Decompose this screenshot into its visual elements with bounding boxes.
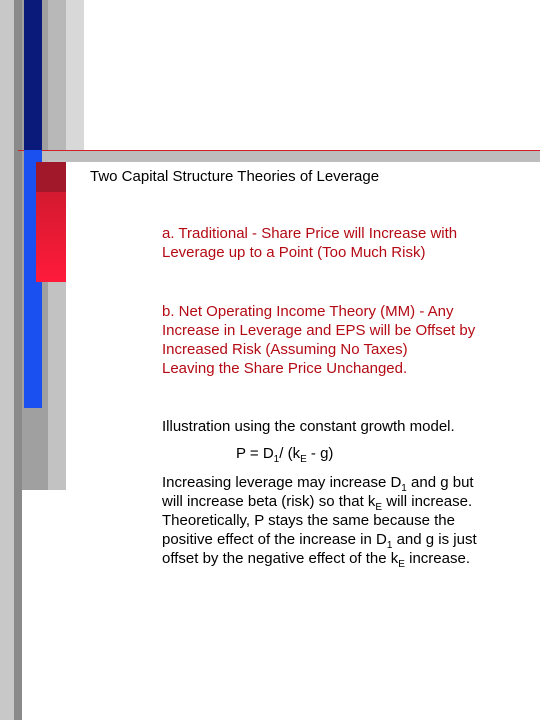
- decorative-bar: [0, 0, 14, 720]
- explanation-line-3: Theoretically, P stays the same because the: [162, 512, 455, 529]
- explanation-line-2: [162, 492, 522, 511]
- subscript: 1: [386, 540, 393, 551]
- header-divider-red: [18, 150, 540, 151]
- text-run: Increasing leverage may increase D: [162, 474, 402, 491]
- explanation-line-4: [162, 530, 522, 549]
- text-run: positive effect of the increase in D: [162, 531, 387, 548]
- text-run: offset by the negative effect of the k: [162, 550, 399, 567]
- subscript: 1: [401, 483, 407, 494]
- slide-title: Two Capital Structure Theories of Leverage: [90, 168, 380, 185]
- decorative-bar: [14, 0, 22, 720]
- text-run: and g but: [406, 474, 474, 491]
- point-a-line-1: a. Traditional - Share Price will Increase with: [162, 225, 458, 242]
- text-run: will increase.: [382, 493, 473, 510]
- header-divider: [30, 150, 540, 162]
- point-b-line-1: b. Net Operating Income Theory (MM) - Any: [162, 303, 454, 320]
- text-run: and g is just: [392, 531, 477, 548]
- decorative-bar: [24, 0, 42, 150]
- point-b-line-3: Increased Risk (Assuming No Taxes): [162, 341, 408, 358]
- explanation-line-1: [162, 473, 522, 492]
- decorative-bar: [66, 0, 84, 150]
- point-b-line-2: Increase in Leverage and EPS will be Offset by: [162, 322, 476, 339]
- point-b: [162, 302, 522, 378]
- illustration-text: Illustration using the constant growth model.: [162, 418, 455, 435]
- formula-mid: / (k: [279, 445, 301, 462]
- formula-rhs: - g): [306, 445, 334, 462]
- decorative-bar: [36, 162, 66, 192]
- point-a-line-2: Leverage up to a Point (Too Much Risk): [162, 244, 426, 261]
- formula-sub-1: 1: [273, 454, 280, 465]
- explanation: [162, 473, 522, 568]
- explanation-line-5: [162, 549, 522, 568]
- formula-sub-e: E: [300, 454, 307, 465]
- text-run: will increase beta (risk) so that k: [162, 493, 376, 510]
- point-a: [162, 224, 522, 262]
- subscript: E: [375, 502, 383, 513]
- formula: [236, 444, 333, 463]
- subscript: E: [398, 559, 405, 570]
- formula-lhs: P = D: [236, 445, 274, 462]
- point-b-line-4: Leaving the Share Price Unchanged.: [162, 360, 408, 377]
- text-run: increase.: [404, 550, 470, 567]
